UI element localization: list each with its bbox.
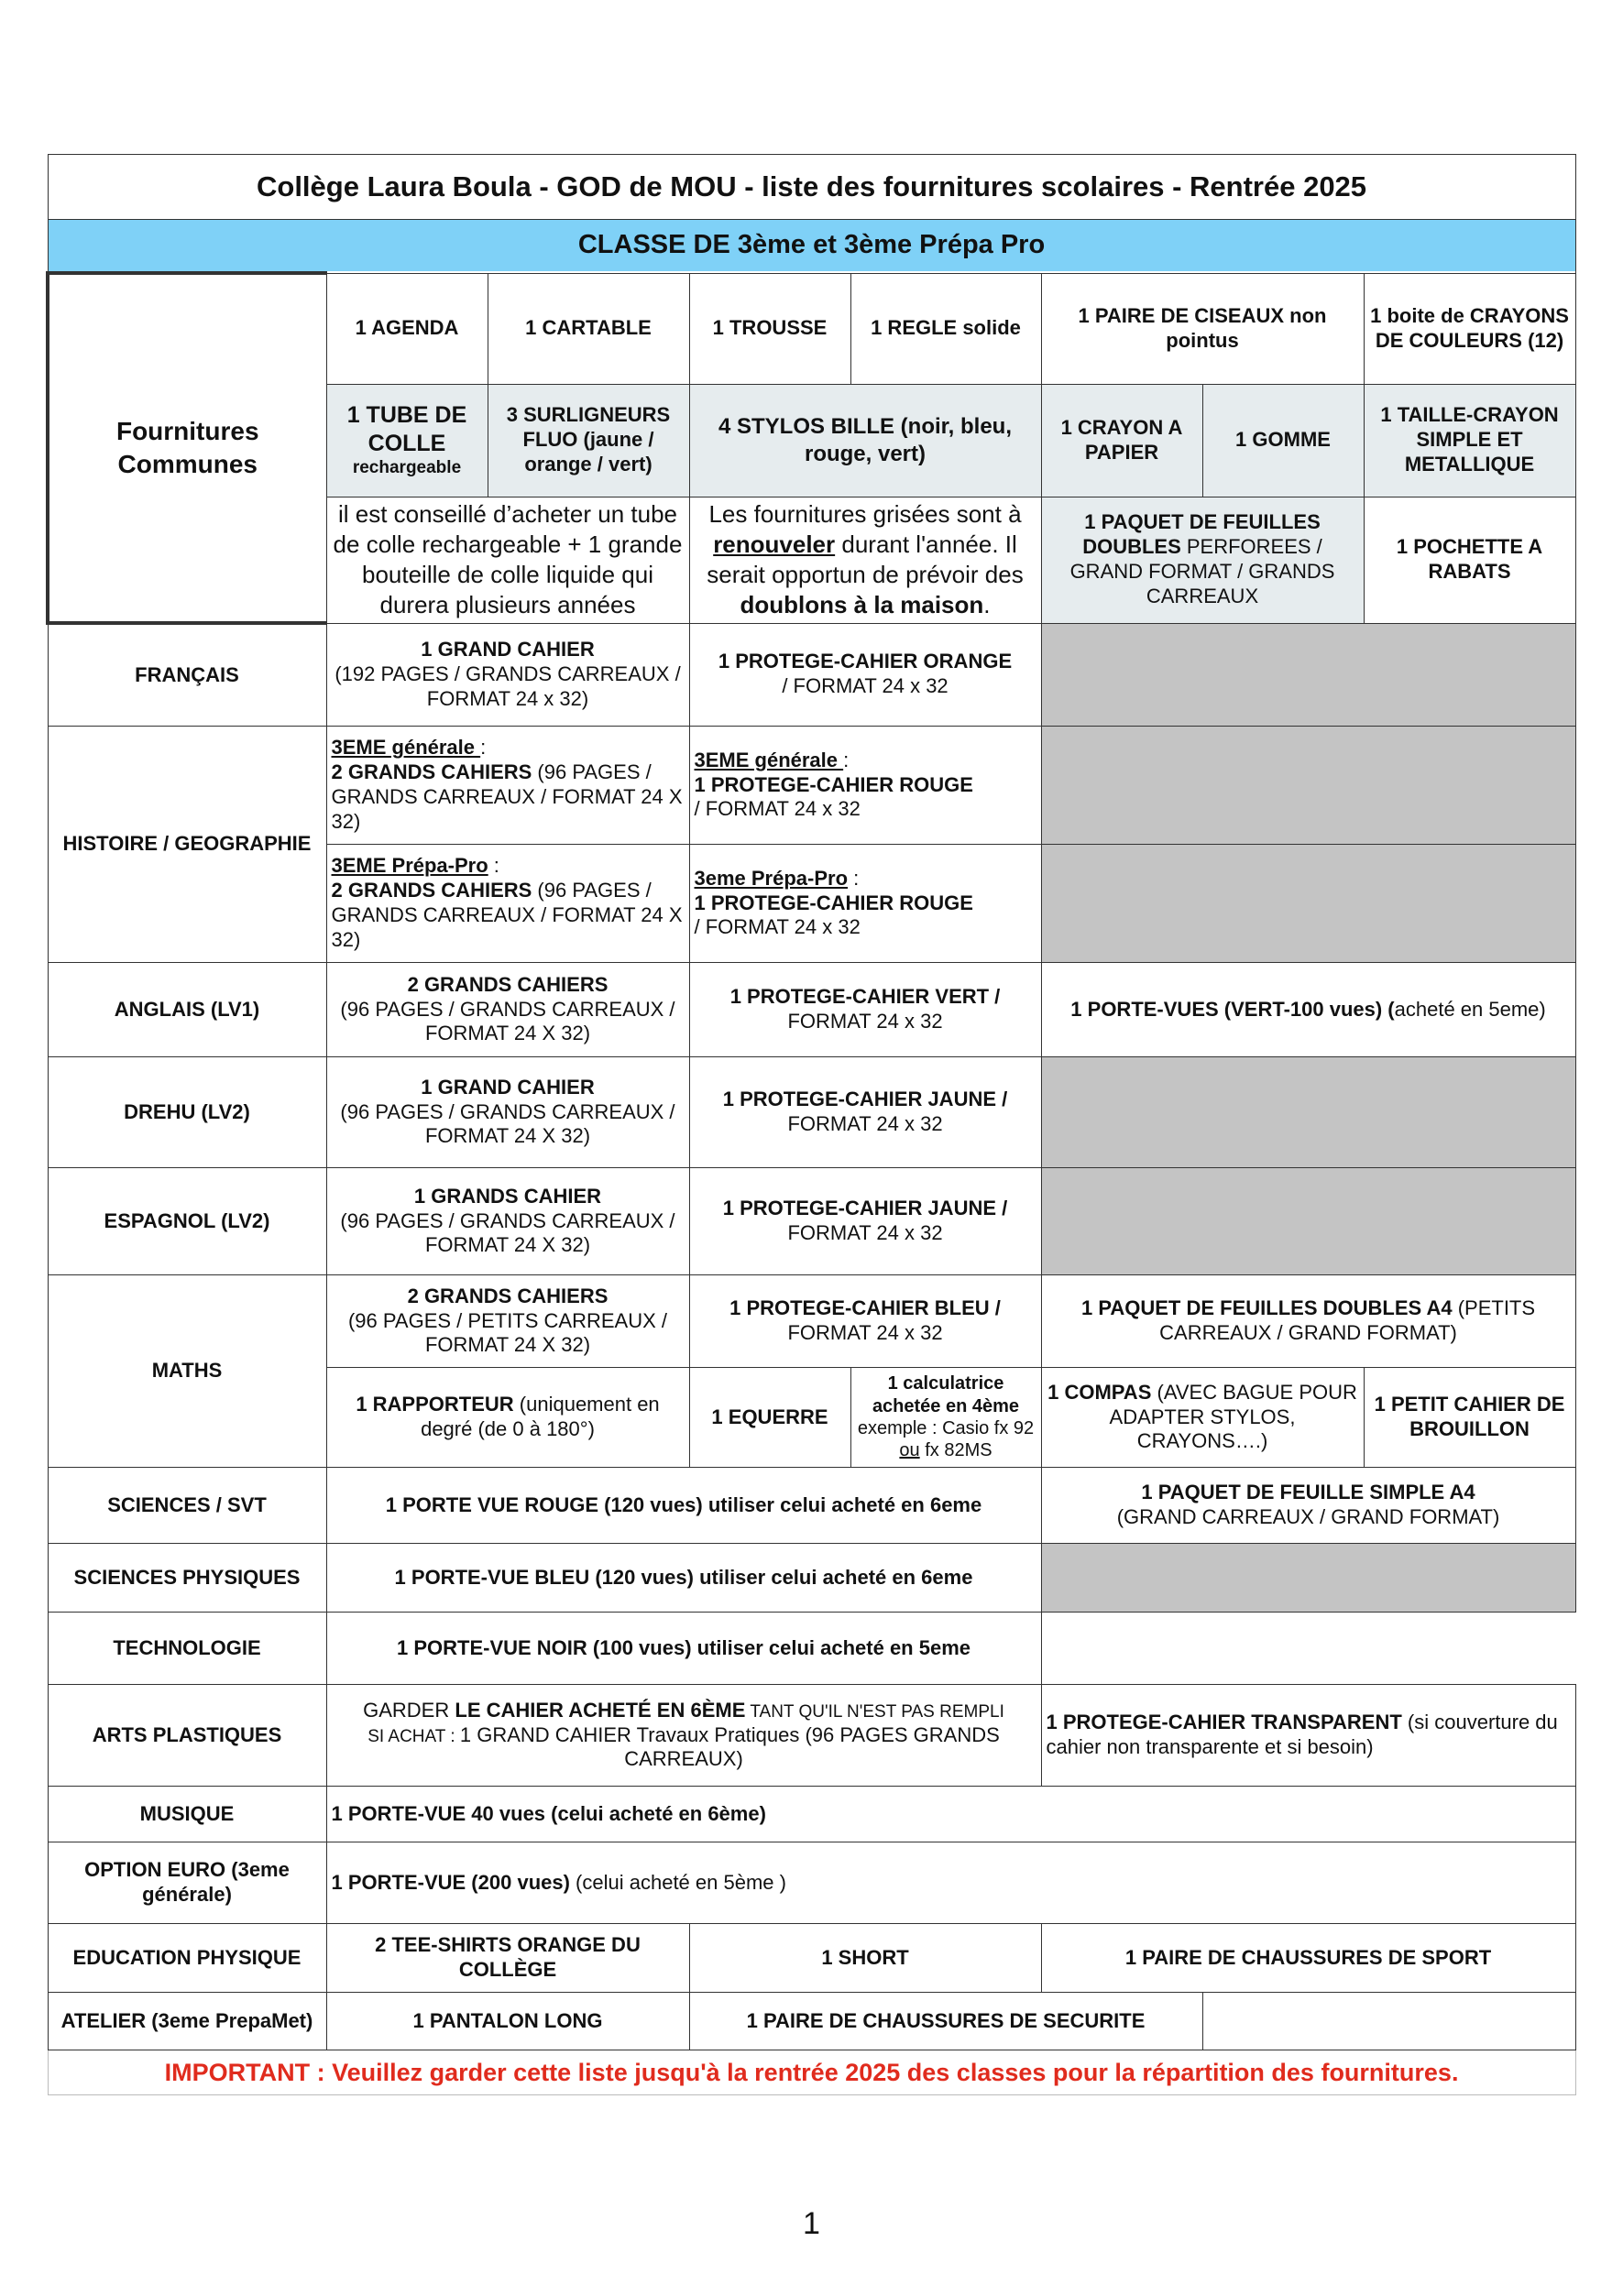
arts-cahier xyxy=(326,1685,1041,1787)
option-porte-vue-bold: 1 PORTE-VUE (200 vues) xyxy=(331,1870,570,1894)
histoire-prepa-protege-bold: 1 PROTEGE-CAHIER ROUGE xyxy=(694,891,973,914)
maths-calculatrice-rest: exemple : Casio fx 92 xyxy=(857,1418,1035,1439)
greyed-cell xyxy=(1041,1057,1575,1168)
arts-cahier-part: 1 GRAND CAHIER Travaux Pratiques (96 PAGES GRANDS CARREAUX) xyxy=(459,1722,1000,1771)
item-cartable: 1 CARTABLE xyxy=(488,273,689,384)
histoire-generale-protege-rest: / FORMAT 24 x 32 xyxy=(694,797,861,821)
drehu-cahier-rest: (96 PAGES / GRANDS CARREAUX / FORMAT 24 X 32) xyxy=(340,1099,675,1148)
histoire-generale-protege xyxy=(689,727,1041,845)
item-gomme: 1 GOMME xyxy=(1202,384,1364,497)
note-grisees-part: Les fournitures grisées sont à xyxy=(708,499,1022,528)
histoire-prepa-protege-rest: / FORMAT 24 x 32 xyxy=(694,915,861,939)
atelier-chaussures: 1 PAIRE DE CHAUSSURES DE SECURITE xyxy=(689,1993,1202,2050)
subject-arts: ARTS PLASTIQUES xyxy=(48,1685,326,1787)
arts-cahier-small: TANT QU'IL N'EST PAS REMPLI xyxy=(745,1701,1004,1722)
item-crayons-couleurs: 1 boite de CRAYONS DE COULEURS (12) xyxy=(1364,273,1575,384)
francais-protege-rest: / FORMAT 24 x 32 xyxy=(782,674,949,698)
note-grisees-doublons: doublons à la maison xyxy=(740,591,984,619)
anglais-protege-bold: 1 PROTEGE-CAHIER VERT / xyxy=(729,985,1001,1009)
tube-colle-sub: rechargeable xyxy=(352,458,462,478)
maths-brouillon: 1 PETIT CAHIER DE BROUILLON xyxy=(1364,1368,1575,1468)
maths-calculatrice-bold: 1 calculatrice achetée en 4ème xyxy=(872,1373,1020,1416)
maths-cahiers xyxy=(326,1275,689,1368)
empty-cell xyxy=(1202,1993,1575,2050)
item-crayon-papier: 1 CRAYON A PAPIER xyxy=(1041,384,1202,497)
maths-protege xyxy=(689,1275,1041,1368)
maths-compas xyxy=(1041,1368,1364,1468)
histoire-prepa-protege xyxy=(689,845,1041,963)
anglais-protege-rest: FORMAT 24 x 32 xyxy=(787,1010,943,1033)
svt-feuilles xyxy=(1041,1468,1575,1544)
item-trousse: 1 TROUSSE xyxy=(689,273,850,384)
techno-porte-vue: 1 PORTE-VUE NOIR (100 vues) utiliser celui acheté en 5eme xyxy=(326,1613,1041,1685)
histoire-prepa-head: 3eme Prépa-Pro xyxy=(694,866,849,890)
maths-feuilles xyxy=(1041,1275,1575,1368)
maths-protege-bold: 1 PROTEGE-CAHIER BLEU / xyxy=(729,1296,1001,1320)
colon: : xyxy=(848,866,860,890)
supply-table xyxy=(46,154,1576,2095)
item-ciseaux: 1 PAIRE DE CISEAUX non pointus xyxy=(1041,273,1364,384)
anglais-porte-vues-bold: 1 PORTE-VUES (VERT-100 vues) ( xyxy=(1070,997,1395,1021)
page-number: 1 xyxy=(803,2206,820,2241)
item-paquet-feuilles xyxy=(1041,497,1364,623)
svt-porte-vue: 1 PORTE VUE ROUGE (120 vues) utiliser celui acheté en 6eme xyxy=(326,1468,1041,1544)
arts-cahier-part: GARDER xyxy=(363,1698,455,1722)
physique-porte-vue: 1 PORTE-VUE BLEU (120 vues) utiliser celui acheté en 6eme xyxy=(326,1544,1041,1613)
colon: : xyxy=(843,748,850,771)
francais-cahier-rest: (192 PAGES / GRANDS CARREAUX / FORMAT 24 x 32) xyxy=(334,661,681,710)
musique-porte-vue: 1 PORTE-VUE 40 vues (celui acheté en 6ème) xyxy=(326,1787,1575,1842)
drehu-protege xyxy=(689,1057,1041,1168)
histoire-generale-head: 3EME générale xyxy=(331,736,481,760)
anglais-cahiers xyxy=(326,963,689,1057)
francais-cahier-bold: 1 GRAND CAHIER xyxy=(421,638,595,661)
maths-calculatrice-rest: fx 82MS xyxy=(919,1440,992,1461)
subject-musique: MUSIQUE xyxy=(48,1787,326,1842)
arts-protege xyxy=(1041,1685,1575,1787)
subject-eps: EDUCATION PHYSIQUE xyxy=(48,1924,326,1993)
paquet-feuilles-bold: 1 PAQUET DE FEUILLES DOUBLES xyxy=(1082,510,1321,559)
espagnol-cahier xyxy=(326,1168,689,1275)
arts-protege-bold: 1 PROTEGE-CAHIER TRANSPARENT xyxy=(1046,1711,1402,1734)
item-stylos: 4 STYLOS BILLE (noir, bleu, rouge, vert) xyxy=(689,384,1041,497)
espagnol-protege xyxy=(689,1168,1041,1275)
atelier-pantalon: 1 PANTALON LONG xyxy=(326,1993,689,2050)
note-grisees-part: durant l'année. Il serait opportun de prévoir des xyxy=(707,530,1024,589)
espagnol-cahier-rest: (96 PAGES / GRANDS CARREAUX / FORMAT 24 X 32) xyxy=(340,1208,675,1257)
subject-anglais: ANGLAIS (LV1) xyxy=(48,963,326,1057)
drehu-cahier xyxy=(326,1057,689,1168)
drehu-cahier-bold: 1 GRAND CAHIER xyxy=(421,1075,595,1099)
subject-technologie: TECHNOLOGIE xyxy=(48,1613,326,1685)
class-banner: CLASSE DE 3ème et 3ème Prépa Pro xyxy=(48,220,1575,274)
eps-chaussures: 1 PAIRE DE CHAUSSURES DE SPORT xyxy=(1041,1924,1575,1993)
maths-rapporteur-rest: (uniquement en degré (de 0 à 180°) xyxy=(421,1393,660,1441)
option-porte-vue xyxy=(326,1842,1575,1924)
item-agenda: 1 AGENDA xyxy=(326,273,488,384)
greyed-cell xyxy=(1041,1168,1575,1275)
maths-protege-rest: FORMAT 24 x 32 xyxy=(787,1321,943,1345)
note-fournitures-grisees xyxy=(689,497,1041,623)
maths-calculatrice-ou: ou xyxy=(899,1440,920,1461)
maths-compas-bold: 1 COMPAS xyxy=(1047,1380,1152,1404)
greyed-cell xyxy=(1041,727,1575,845)
maths-feuilles-rest: (PETITS CARREAUX / GRAND FORMAT) xyxy=(1159,1296,1536,1345)
colon: : xyxy=(480,736,487,760)
item-taille-crayon: 1 TAILLE-CRAYON SIMPLE ET METALLIQUE xyxy=(1364,384,1575,497)
histoire-generale-cahiers xyxy=(326,727,689,845)
espagnol-cahier-bold: 1 GRANDS CAHIER xyxy=(413,1184,602,1208)
item-regle: 1 REGLE solide xyxy=(850,273,1041,384)
francais-protege-bold: 1 PROTEGE-CAHIER ORANGE xyxy=(718,650,1013,673)
paquet-feuilles-rest: PERFOREES / GRAND FORMAT / GRANDS CARREAUX xyxy=(1069,535,1335,607)
francais-cahier xyxy=(326,623,689,727)
drehu-protege-rest: FORMAT 24 x 32 xyxy=(787,1112,943,1136)
anglais-protege xyxy=(689,963,1041,1057)
item-pochette: 1 POCHETTE A RABATS xyxy=(1364,497,1575,623)
espagnol-protege-rest: FORMAT 24 x 32 xyxy=(787,1221,943,1245)
subject-maths: MATHS xyxy=(48,1275,326,1468)
subject-svt: SCIENCES / SVT xyxy=(48,1468,326,1544)
maths-compas-rest: (AVEC BAGUE POUR ADAPTER STYLOS, CRAYONS….) xyxy=(1109,1380,1357,1453)
greyed-cell xyxy=(1041,1544,1575,1613)
histoire-generale-protege-bold: 1 PROTEGE-CAHIER ROUGE xyxy=(694,772,973,796)
tube-colle-main: 1 TUBE DE COLLE xyxy=(346,402,467,456)
maths-cahiers-bold: 2 GRANDS CAHIERS xyxy=(407,1284,609,1307)
arts-cahier-bold: LE CAHIER ACHETÉ EN 6ÈME xyxy=(455,1698,746,1722)
eps-tee-shirts: 2 TEE-SHIRTS ORANGE DU COLLÈGE xyxy=(326,1924,689,1993)
histoire-prepa-head: 3EME Prépa-Pro xyxy=(331,854,488,878)
fournitures-communes-label: Fournitures Communes xyxy=(48,273,326,623)
item-tube-colle xyxy=(326,384,488,497)
supply-list-sheet xyxy=(46,154,1574,2095)
greyed-cell xyxy=(1041,845,1575,963)
subject-drehu: DREHU (LV2) xyxy=(48,1057,326,1168)
subject-physique: SCIENCES PHYSIQUES xyxy=(48,1544,326,1613)
maths-feuilles-bold: 1 PAQUET DE FEUILLES DOUBLES A4 xyxy=(1080,1296,1453,1320)
subject-histoire: HISTOIRE / GEOGRAPHIE xyxy=(48,727,326,963)
note-grisees-part: . xyxy=(983,591,991,619)
subject-option-euro: OPTION EURO (3eme générale) xyxy=(48,1842,326,1924)
note-colle: il est conseillé d’acheter un tube de colle rechargeable + 1 grande bouteille de colle liquide qui durera plusieurs années xyxy=(326,497,689,623)
subject-atelier: ATELIER (3eme PrepaMet) xyxy=(48,1993,326,2050)
histoire-generale-cahiers-rest: (96 PAGES / GRANDS CARREAUX / FORMAT 24 X 32) xyxy=(331,760,683,833)
arts-cahier-small: SI ACHAT : xyxy=(367,1726,460,1746)
maths-rapporteur-bold: 1 RAPPORTEUR xyxy=(356,1393,514,1416)
option-porte-vue-rest: (celui acheté en 5ème ) xyxy=(569,1870,786,1894)
subject-francais: FRANÇAIS xyxy=(48,623,326,727)
svt-feuilles-rest: (GRAND CARREAUX / GRAND FORMAT) xyxy=(1116,1505,1500,1529)
histoire-generale-head: 3EME générale xyxy=(694,748,844,771)
anglais-cahiers-bold: 2 GRANDS CAHIERS xyxy=(407,972,609,996)
histoire-prepa-cahiers-rest: (96 PAGES / GRANDS CARREAUX / FORMAT 24 X 32) xyxy=(331,879,683,951)
histoire-prepa-cahiers-bold: 2 GRANDS CAHIERS xyxy=(331,879,532,902)
anglais-porte-vues xyxy=(1041,963,1575,1057)
empty-cell xyxy=(1041,1613,1575,1685)
greyed-cell xyxy=(1041,623,1575,727)
arts-protege-rest: (si couverture du cahier non transparente et si besoin) xyxy=(1046,1711,1558,1759)
maths-rapporteur xyxy=(326,1368,689,1468)
maths-calculatrice xyxy=(850,1368,1041,1468)
maths-equerre: 1 EQUERRE xyxy=(689,1368,850,1468)
svt-feuilles-bold: 1 PAQUET DE FEUILLE SIMPLE A4 xyxy=(1141,1481,1475,1504)
anglais-porte-vues-rest: acheté en 5eme) xyxy=(1394,997,1546,1021)
espagnol-protege-bold: 1 PROTEGE-CAHIER JAUNE / xyxy=(722,1197,1008,1220)
note-grisees-renouveler: renouveler xyxy=(713,530,836,558)
histoire-generale-cahiers-bold: 2 GRANDS CAHIERS xyxy=(331,760,532,784)
subject-espagnol: ESPAGNOL (LV2) xyxy=(48,1168,326,1275)
maths-cahiers-rest: (96 PAGES / PETITS CARREAUX / FORMAT 24 X 32) xyxy=(347,1308,667,1357)
anglais-cahiers-rest: (96 PAGES / GRANDS CARREAUX / FORMAT 24 X 32) xyxy=(340,997,675,1045)
item-surligneurs: 3 SURLIGNEURS FLUO (jaune / orange / vert) xyxy=(488,384,689,497)
francais-protege xyxy=(689,623,1041,727)
colon: : xyxy=(488,854,499,878)
page-title: Collège Laura Boula - GOD de MOU - liste des fournitures scolaires - Rentrée 2025 xyxy=(48,155,1575,220)
histoire-prepa-cahiers xyxy=(326,845,689,963)
drehu-protege-bold: 1 PROTEGE-CAHIER JAUNE / xyxy=(722,1088,1008,1111)
important-notice: IMPORTANT : Veuillez garder cette liste jusqu'à la rentrée 2025 des classes pour la répartition des fournitures. xyxy=(48,2050,1575,2095)
eps-short: 1 SHORT xyxy=(689,1924,1041,1993)
